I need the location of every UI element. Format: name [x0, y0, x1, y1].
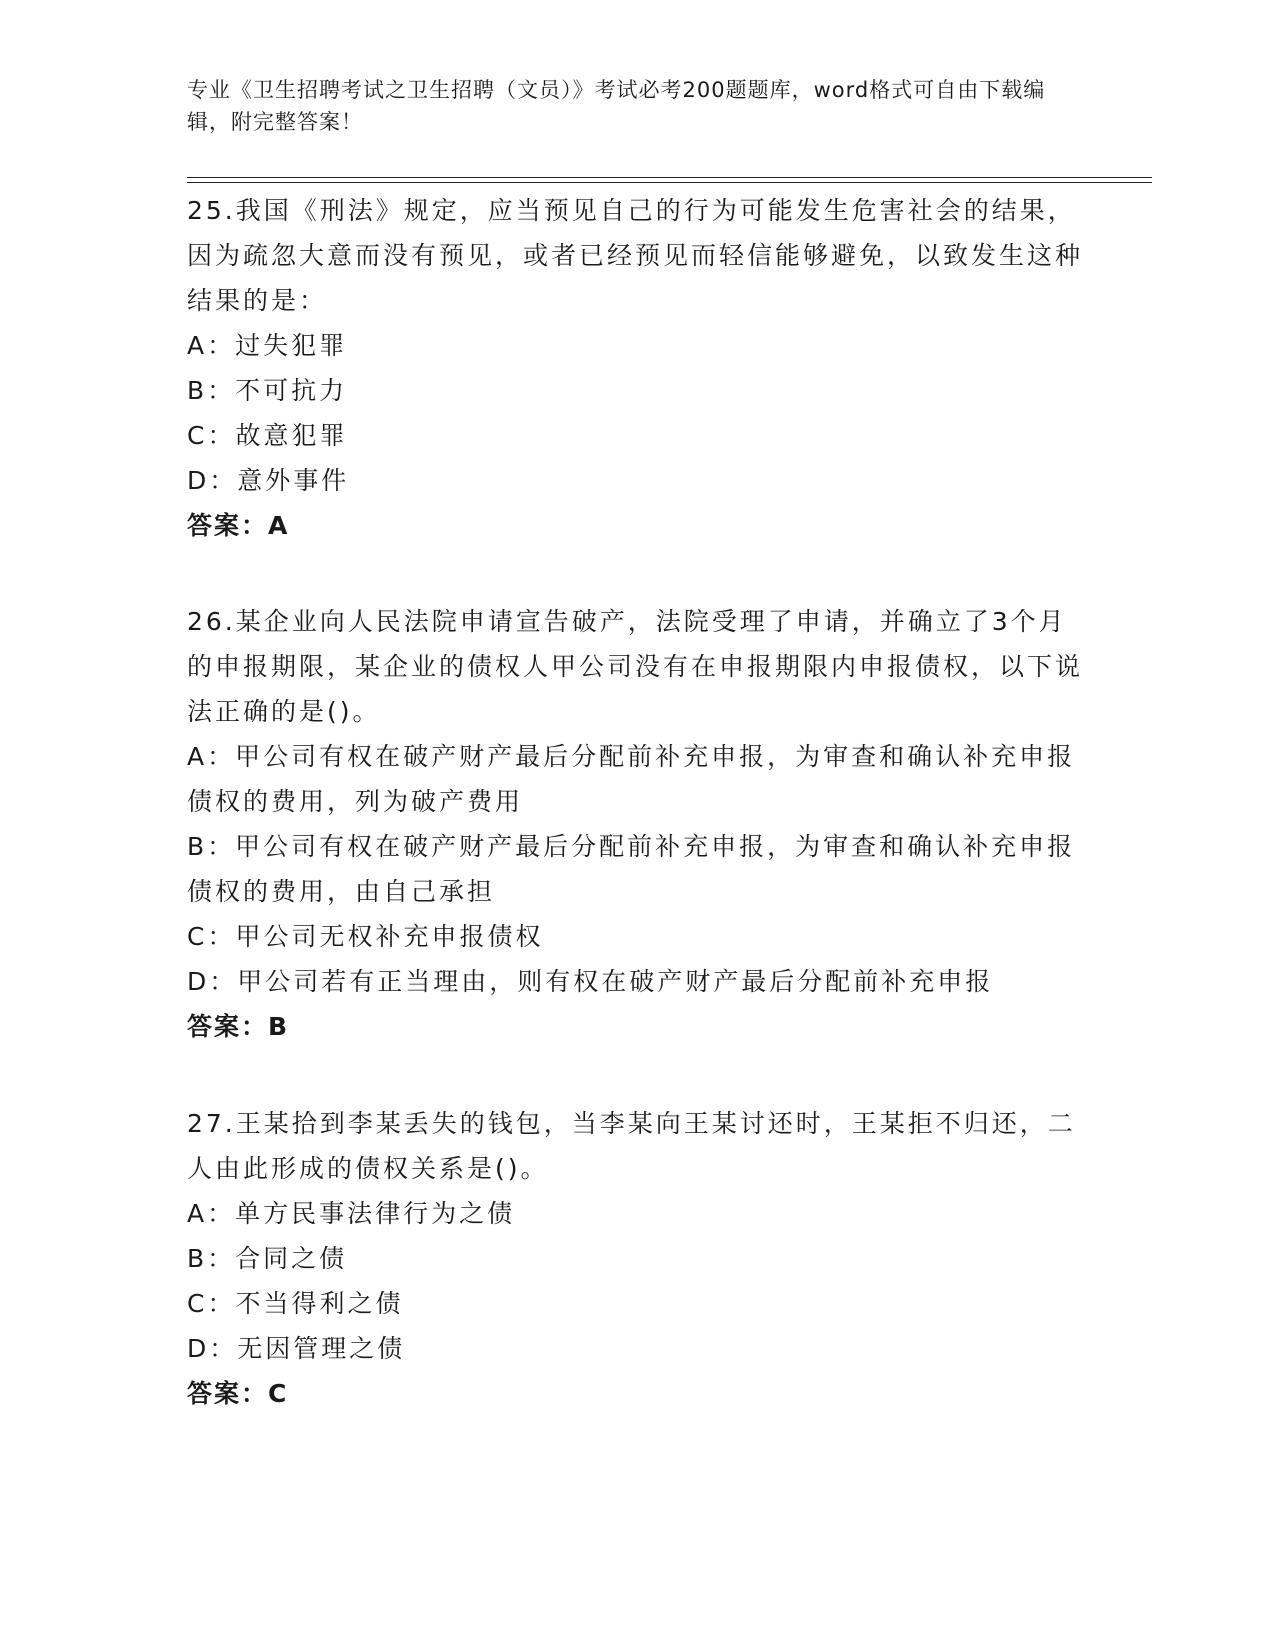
option-d: D：甲公司若有正当理由，则有权在破产财产最后分配前补充申报 [187, 967, 994, 996]
answer-line: 答案：A [187, 511, 290, 540]
question-25 [187, 188, 1087, 548]
option-b: B：合同之债 [187, 1244, 348, 1273]
option-a: A：过失犯罪 [187, 331, 348, 360]
question-stem: 26.某企业向人民法院申请宣告破产，法院受理了申请，并确立了3个月的申报期限，某企业的债权人甲公司没有在申报期限内申报债权，以下说法正确的是()。 [187, 607, 1084, 726]
header-divider-bottom [187, 182, 1152, 183]
question-stem: 25.我国《刑法》规定，应当预见自己的行为可能发生危害社会的结果，因为疏忽大意而没有预见，或者已经预见而轻信能够避免，以致发生这种结果的是： [187, 196, 1084, 315]
document-header: 专业《卫生招聘考试之卫生招聘（文员）》考试必考200题题库，word格式可自由下载编辑，附完整答案！ [187, 78, 1046, 134]
answer-line: 答案：C [187, 1379, 289, 1408]
option-c: C：故意犯罪 [187, 421, 348, 450]
option-d: D：无因管理之债 [187, 1334, 406, 1363]
option-a: A：单方民事法律行为之债 [187, 1199, 516, 1228]
option-d: D：意外事件 [187, 466, 350, 495]
question-26 [187, 599, 1087, 1049]
question-27 [187, 1101, 1087, 1416]
option-b: B：不可抗力 [187, 376, 348, 405]
header-divider-top [187, 177, 1152, 178]
option-a: A：甲公司有权在破产财产最后分配前补充申报，为审查和确认补充申报债权的费用，列为破产费用 [187, 742, 1076, 816]
answer-line: 答案：B [187, 1012, 290, 1041]
option-b: B：甲公司有权在破产财产最后分配前补充申报，为审查和确认补充申报债权的费用，由自己承担 [187, 832, 1076, 906]
option-c: C：不当得利之债 [187, 1289, 404, 1318]
question-stem: 27.王某拾到李某丢失的钱包，当李某向王某讨还时，王某拒不归还，二人由此形成的债权关系是()。 [187, 1109, 1076, 1183]
option-c: C：甲公司无权补充申报债权 [187, 922, 544, 951]
